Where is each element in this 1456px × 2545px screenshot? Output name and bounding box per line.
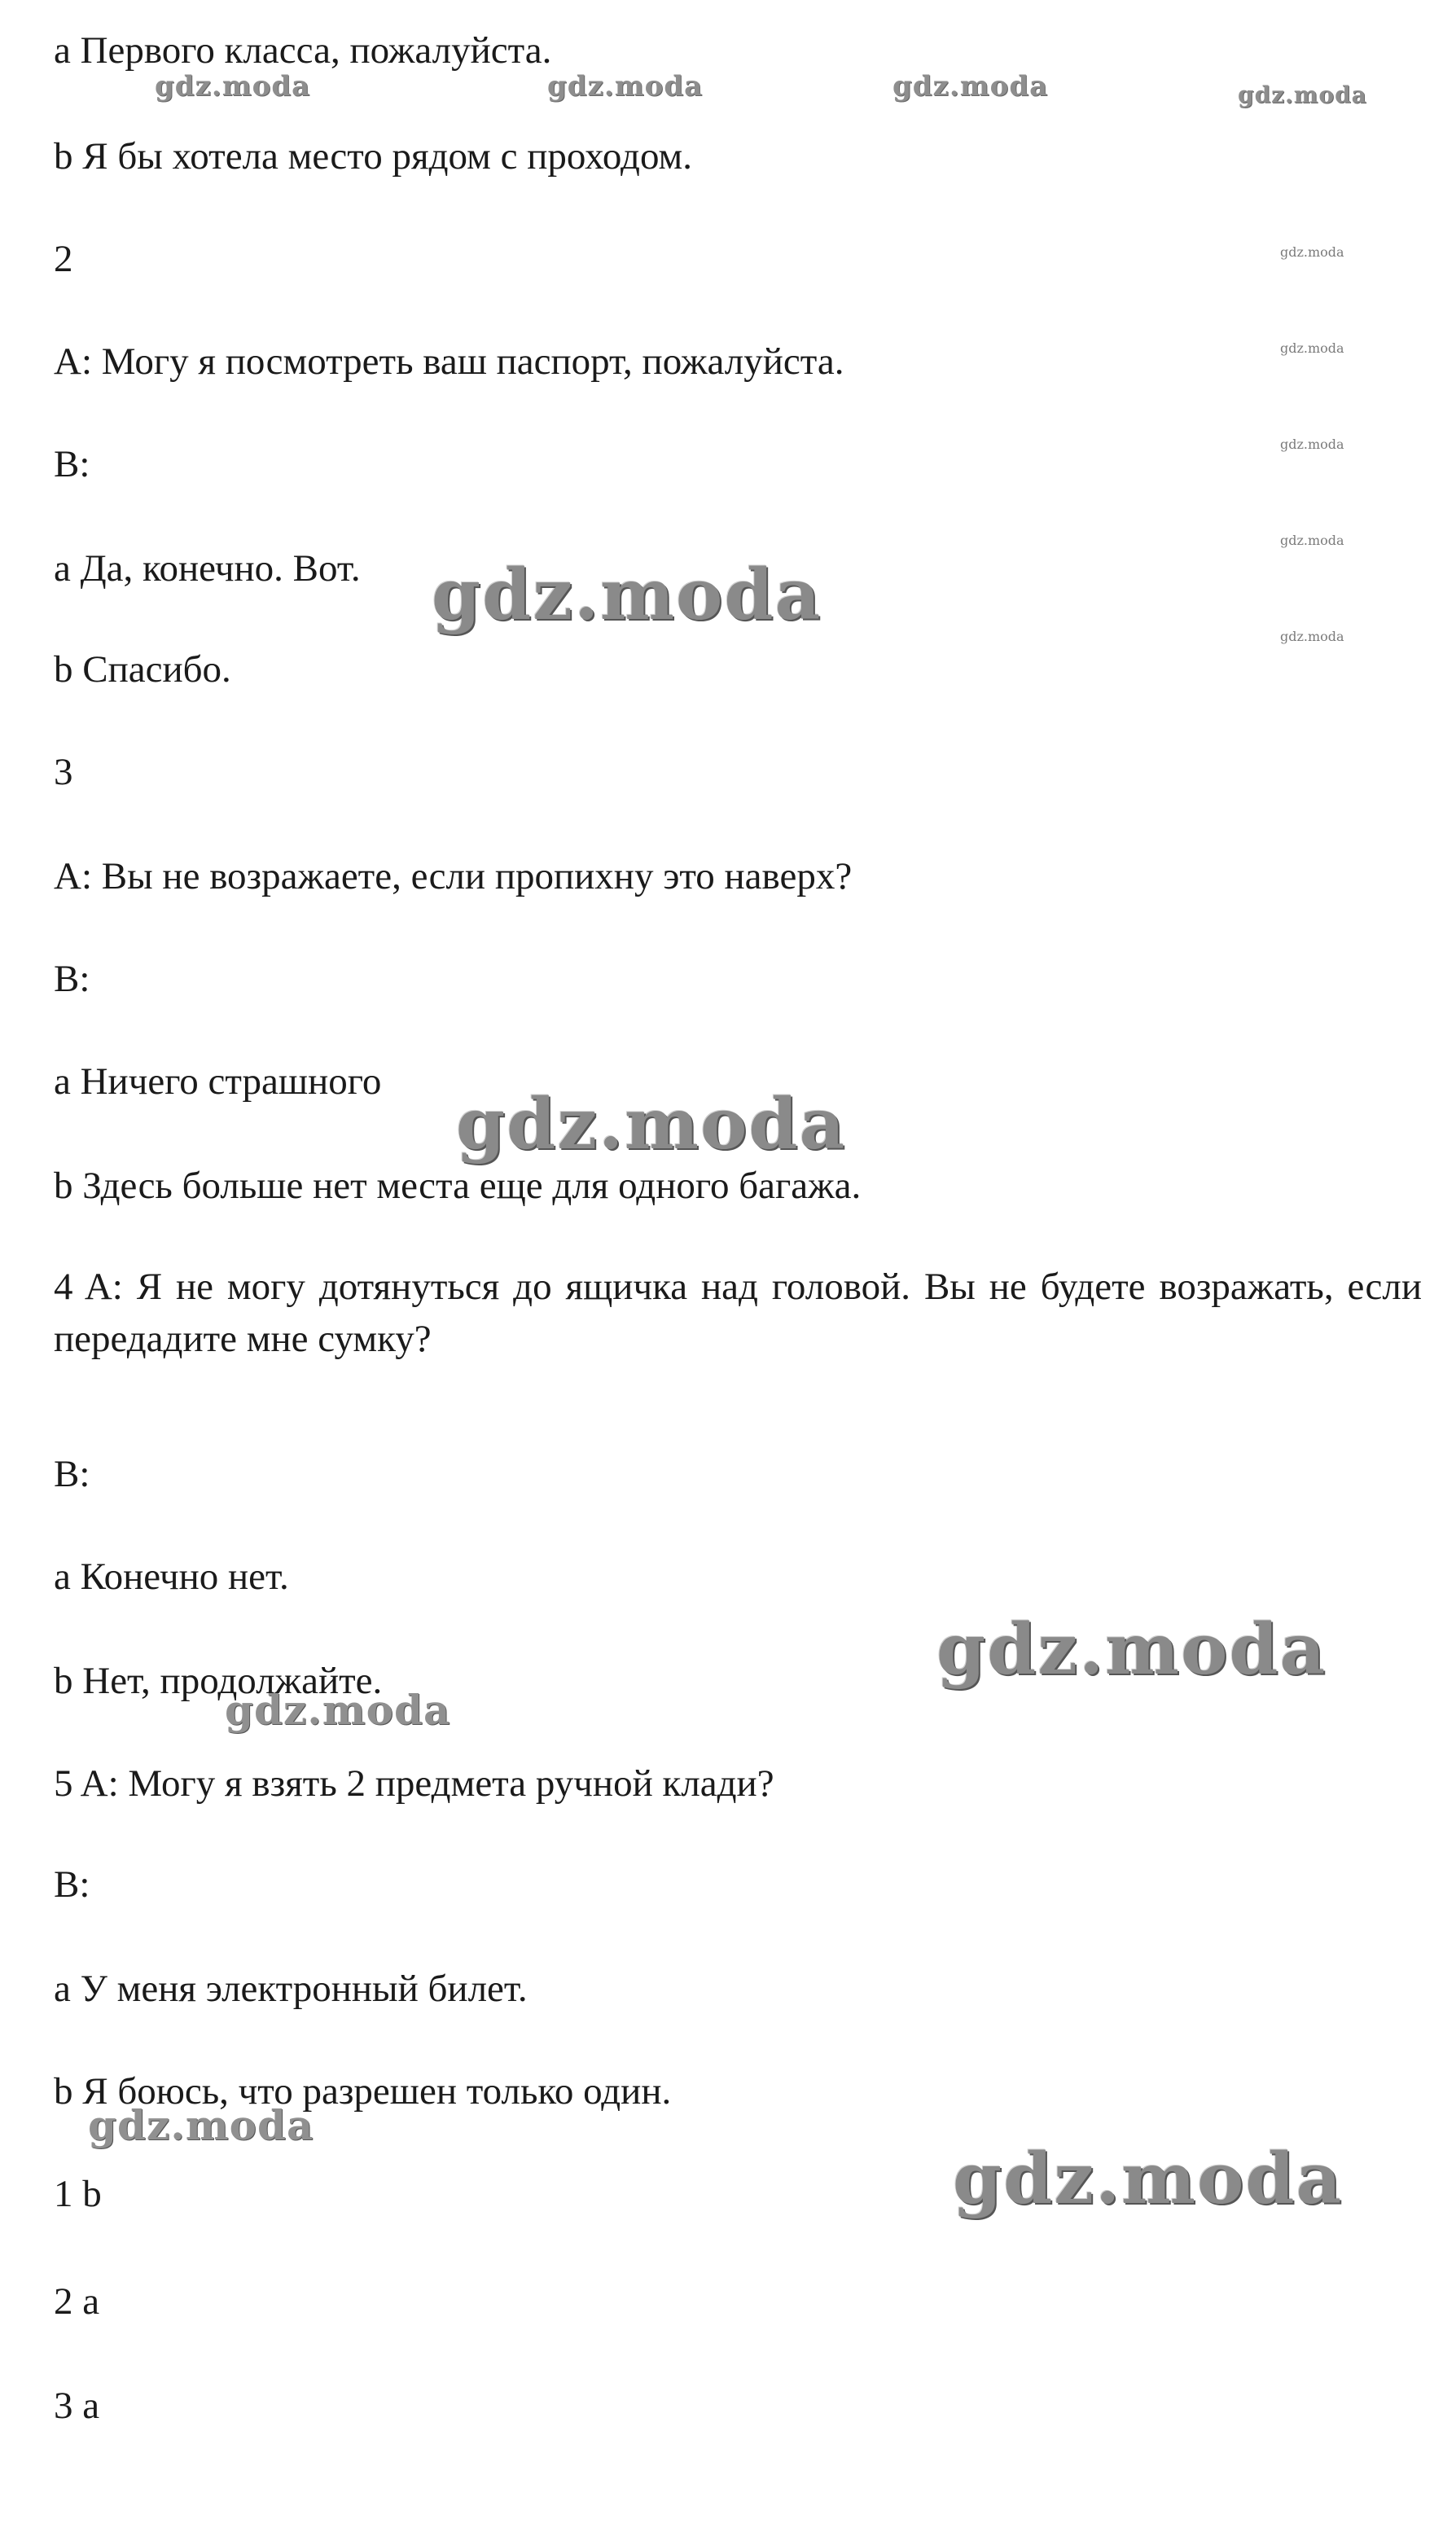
line-1-b-aisle-seat: b Я бы хотела место рядом с проходом. xyxy=(54,135,693,178)
question-4-option-a: a Конечно нет. xyxy=(54,1556,289,1598)
watermark: gdz.moda xyxy=(936,1608,1327,1691)
watermark: gdz.moda xyxy=(547,70,704,103)
watermark: gdz.moda xyxy=(1280,437,1344,452)
watermark: gdz.moda xyxy=(1280,340,1344,356)
question-2-a-line: A: Могу я посмотреть ваш паспорт, пожалуйста. xyxy=(54,340,844,383)
watermark: gdz.moda xyxy=(225,1686,451,1734)
question-5-b-line: B: xyxy=(54,1863,90,1906)
watermark: gdz.moda xyxy=(432,554,822,636)
question-5-option-b: b Я боюсь, что разрешен только один. xyxy=(54,2070,672,2113)
question-3-a-line: A: Вы не возражаете, если пропихну это наверх? xyxy=(54,855,853,897)
question-2-option-b: b Спасибо. xyxy=(54,648,231,691)
question-number-3: 3 xyxy=(54,751,73,793)
question-2-b-line: B: xyxy=(54,443,90,485)
watermark: gdz.moda xyxy=(892,70,1049,103)
question-2-option-a: a Да, конечно. Вот. xyxy=(54,547,361,590)
question-4-b-line: B: xyxy=(54,1453,90,1495)
answer-2: 2 a xyxy=(54,2280,100,2323)
line-1-a-first-class: a Первого класса, пожалуйста. xyxy=(54,29,552,72)
question-3-option-a: a Ничего страшного xyxy=(54,1060,382,1103)
watermark: gdz.moda xyxy=(1238,81,1367,108)
question-4-option-b: b Нет, продолжайте. xyxy=(54,1660,383,1702)
watermark: gdz.moda xyxy=(953,2138,1344,2220)
watermark: gdz.moda xyxy=(1280,244,1344,260)
watermark: gdz.moda xyxy=(155,70,311,103)
question-number-2: 2 xyxy=(54,238,73,280)
watermark: gdz.moda xyxy=(456,1083,847,1165)
answer-1: 1 b xyxy=(54,2173,102,2215)
watermark: gdz.moda xyxy=(1280,629,1344,644)
question-5-option-a: a У меня электронный билет. xyxy=(54,1968,528,2010)
watermark: gdz.moda xyxy=(1280,533,1344,548)
answer-3: 3 a xyxy=(54,2385,100,2427)
question-3-b-line: B: xyxy=(54,958,90,1000)
question-3-option-b: b Здесь больше нет места еще для одного багажа. xyxy=(54,1165,862,1207)
watermark: gdz.moda xyxy=(88,2101,314,2149)
question-5-a-line: 5 A: Могу я взять 2 предмета ручной клади? xyxy=(54,1762,774,1805)
question-4-a-line: 4 A: Я не могу дотянуться до ящичка над головой. Вы не будете возражать, если передадите мне сумку? xyxy=(54,1266,1422,1360)
